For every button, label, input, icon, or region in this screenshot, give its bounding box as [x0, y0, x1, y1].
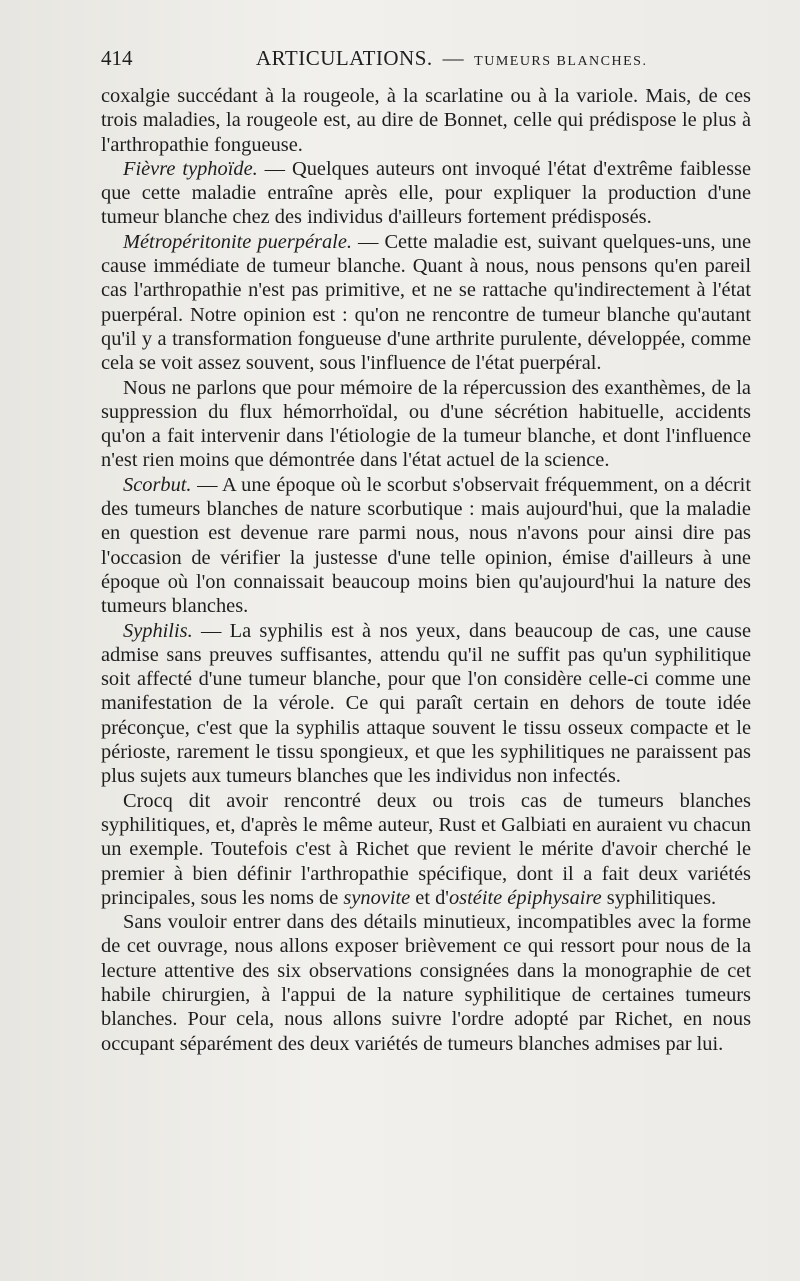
italic-term: synovite — [343, 886, 411, 909]
paragraph-richet — [101, 910, 751, 1056]
paragraph-text: Crocq dit avoir rencontré deux ou trois cas de tumeurs blanches syphilitiques, et, d'après le même auteur, Rust et Galbiati en auraient vu chacun un exemple. Toutefois c'est à Richet que revient le mérite d'avoir cherché le premier à bien définir l'arthropathie spécifique, dont il a fait deux variétés principales, sous les noms de — [101, 789, 751, 909]
paragraph-text: syphilitiques. — [601, 886, 717, 909]
section-lead: Fièvre typhoïde. — [123, 157, 258, 180]
section-lead: Métropéritonite puerpérale. — [123, 230, 352, 253]
paragraph-text: et d' — [410, 886, 449, 909]
paragraph-scorbut — [101, 473, 751, 619]
section-lead: Syphilis. — [123, 619, 193, 642]
paragraph-text: coxalgie succédant à la rougeole, à la scarlatine ou à la variole. Mais, de ces trois maladies, la rougeole est, au dire de Bonnet, celle qui prédispose le plus à l'arthropathie fongueuse. — [101, 85, 751, 156]
section-title: TUMEURS BLANCHES. — [474, 54, 648, 69]
paragraph-text: — La syphilis est à nos yeux, dans beaucoup de cas, une cause admise sans preuves suffisantes, attendu qu'il ne suffit pas qu'un syphilitique soit affecté d'une tumeur blanche, pour que l'on considère celle-ci comme une manifestation de la vérole. Ce qui paraît certain en dehors de toute idée préconçue, c'est que la syphilis attaque souvent le tissu osseux compacte et le périoste, rarement le tissu spongieux, et que les syphilitiques ne paraissent pas plus sujets aux tumeurs blanches que les individus non infectés. — [101, 619, 751, 788]
page-number: 414 — [101, 46, 133, 70]
paragraph-text: Nous ne parlons que pour mémoire de la répercussion des exanthèmes, de la suppression du flux hémorrhoïdal, ou d'une sécrétion habituelle, accidents qu'on a fait intervenir dans l'étiologie de la tumeur blanche, et dont l'influence n'est rien moins que démontrée dans l'état actuel de la science. — [101, 376, 751, 472]
paragraph-syphilis — [101, 619, 751, 789]
paragraph-text: Sans vouloir entrer dans des détails minutieux, incompatibles avec la forme de cet ouvrage, nous allons exposer brièvement ce qui ressort pour nous de la lecture attentive des six observations consignées dans la monographie de cet habile chirurgien, à l'appui de la nature syphilitique de certaines tumeurs blanches. Pour cela, nous allons suivre l'ordre adopté par Richet, en nous occupant séparément des deux variétés de tumeurs blanches admises par lui. — [101, 911, 751, 1055]
chapter-title: ARTICULATIONS. — [256, 46, 433, 70]
paragraph-crocq — [101, 789, 751, 910]
italic-term: ostéite épiphysaire — [448, 886, 602, 909]
paragraph-text: — A une époque où le scorbut s'observait fréquemment, on a décrit des tumeurs blanches de nature scorbutique : mais aujourd'hui, que la maladie en question est devenue rare parmi nous, nous n'avons pour ainsi dire pas l'occasion de vérifier la justesse d'une telle opinion, émise d'ailleurs à une époque où l'on connaissait beaucoup moins bien qu'aujourd'hui la nature des tumeurs blanches. — [101, 473, 751, 618]
paragraph-fievre-typhoide — [101, 157, 751, 230]
section-lead: Scorbut. — [123, 473, 192, 496]
paragraph-exanthemes — [101, 376, 751, 473]
header-separator: — — [442, 46, 465, 70]
paragraph-text: — Cette maladie est, suivant quelques-uns, une cause immédiate de tumeur blanche. Quant à nous, nous pensons qu'en pareil cas l'arthropathie n'est pas primitive, et ne se rattache qu'indirectement à l'état puerpéral. Notre opinion est : qu'on ne rencontre de tumeur blanche qu'autant qu'il y a transformation fongueuse d'une arthrite purulente, développée, comme cela se voit assez souvent, sous l'influence de l'état puerpéral. — [101, 230, 751, 375]
paragraph-metroperitonite — [101, 230, 751, 376]
running-title — [256, 46, 647, 71]
body-text — [101, 84, 751, 1056]
running-header — [101, 46, 751, 76]
paragraph-text: — Quelques auteurs ont invoqué l'état d'extrême faiblesse que cette maladie entraîne après elle, pour expliquer la production d'une tumeur blanche chez des individus d'ailleurs fortement prédisposés. — [101, 157, 752, 229]
paragraph-coxalgie — [101, 84, 751, 157]
